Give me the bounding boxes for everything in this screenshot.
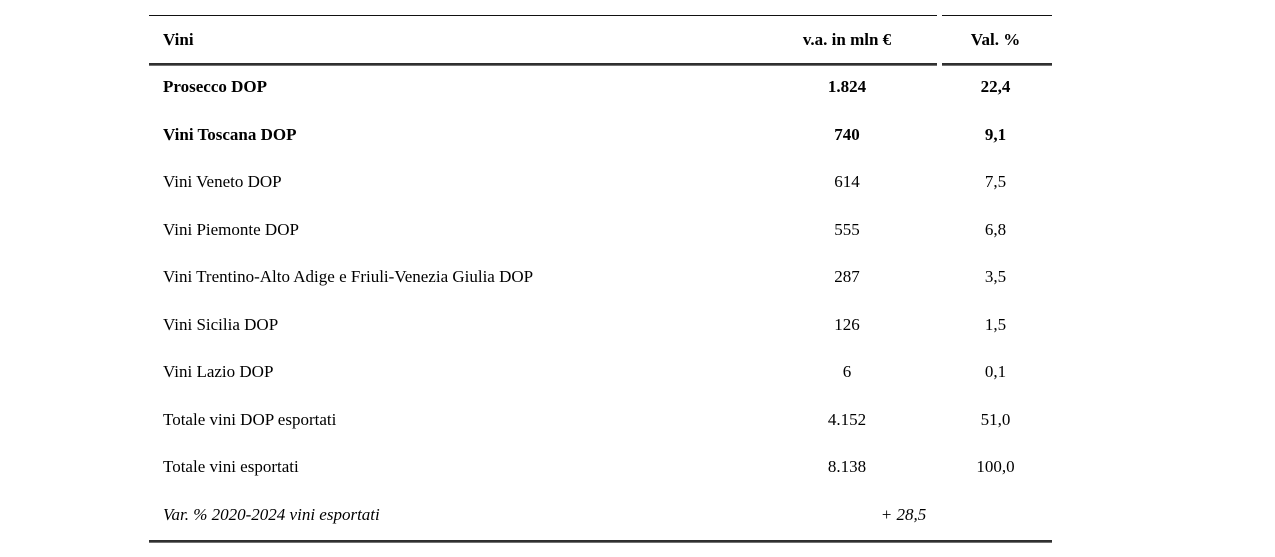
row-percent-cell: 51,0 (980, 409, 1011, 429)
wine-export-table (149, 16, 1052, 538)
row-percent-cell: 22,4 (980, 77, 1011, 97)
row-percent-cell: 100,0 (976, 457, 1015, 477)
row-value-cell: 1.824 (827, 77, 867, 97)
table-body (149, 63, 1052, 538)
row-value-cell: 126 (834, 314, 860, 334)
row-label-cell: Prosecco DOP (163, 77, 268, 97)
row-percent-cell: 0,1 (984, 362, 1007, 382)
row-value-cell: 8.138 (827, 457, 867, 477)
table-row (149, 253, 1052, 301)
row-value-cell: 614 (834, 172, 860, 192)
table-bottom-rule (149, 540, 1052, 543)
table-row (149, 111, 1052, 159)
row-value-cell: 4.152 (827, 409, 867, 429)
row-percent-cell: 6,8 (984, 219, 1007, 239)
row-label-cell: Vini Trentino-Alto Adige e Friuli-Venezia Giulia DOP (163, 267, 534, 287)
header-cell-vini: Vini (163, 30, 194, 49)
row-value-cell: 6 (842, 362, 852, 382)
row-value-cell: 555 (834, 219, 860, 239)
row-value-cell: 287 (834, 267, 860, 287)
table-row (149, 396, 1052, 444)
table-row (149, 158, 1052, 206)
row-label-cell: Vini Piemonte DOP (163, 219, 299, 239)
table-row (149, 491, 1052, 539)
table-row (149, 443, 1052, 491)
row-value-cell: 740 (834, 124, 860, 144)
table-row (149, 348, 1052, 396)
row-label-cell: Totale vini esportati (163, 457, 299, 477)
row-label-cell: Vini Lazio DOP (163, 362, 274, 382)
row-percent-cell: 1,5 (984, 314, 1007, 334)
row-label-cell: Vini Toscana DOP (163, 124, 297, 144)
row-merged-value-cell: + 28,5 (880, 504, 927, 524)
row-label-cell: Vini Sicilia DOP (163, 314, 279, 334)
table-row (149, 63, 1052, 111)
row-label-cell: Vini Veneto DOP (163, 172, 282, 192)
header-cell-percent: Val. % (970, 30, 1021, 49)
row-label-cell: Var. % 2020-2024 vini esportati (163, 504, 380, 524)
row-percent-cell: 7,5 (984, 172, 1007, 192)
row-percent-cell: 9,1 (984, 124, 1007, 144)
table-header-row (149, 16, 1052, 63)
row-label-cell: Totale vini DOP esportati (163, 409, 337, 429)
table-row (149, 301, 1052, 349)
row-percent-cell: 3,5 (984, 267, 1007, 287)
table-row (149, 206, 1052, 254)
header-cell-value: v.a. in mln € (802, 30, 892, 49)
